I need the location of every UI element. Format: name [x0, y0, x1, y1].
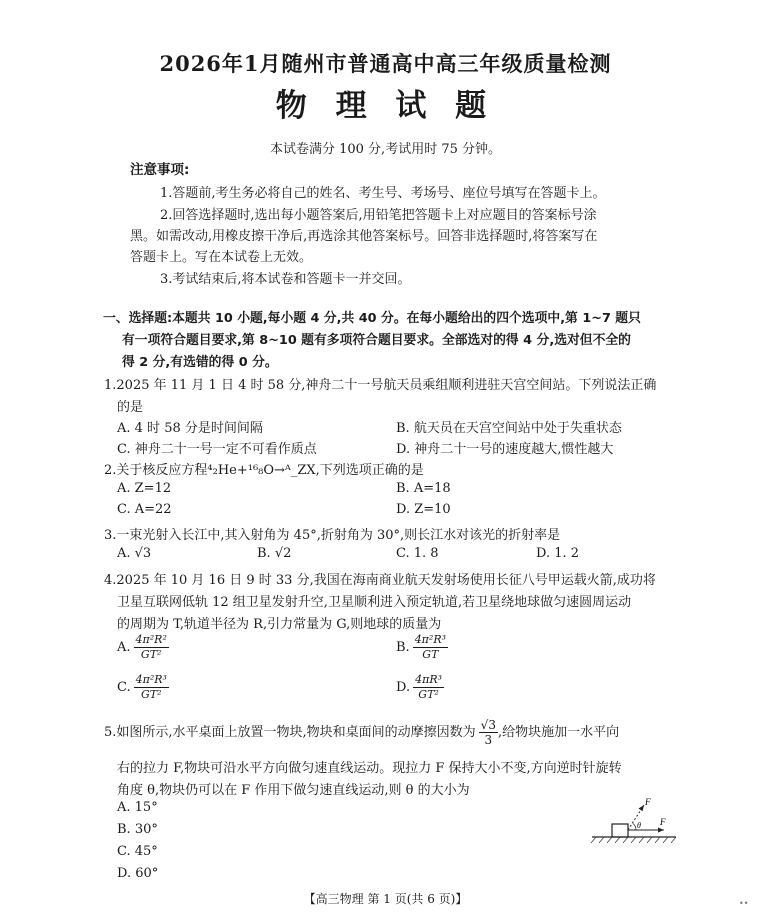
q4-option-c-fraction	[134, 673, 169, 702]
q3-option-d: D. 1. 2	[536, 546, 580, 561]
horizontal-force-label: F	[660, 817, 666, 827]
q4-option-c-numerator: 4π²R³	[135, 673, 167, 686]
q5-option-d: D. 60°	[117, 866, 159, 881]
section1-line2: 有一项符合题目要求,第 8~10 题有多项符合题目要求。全部选对的得 4 分,选对但不全的	[122, 333, 631, 348]
table-hatching	[591, 837, 676, 843]
notice-item-1: 1.答题前,考生务必将自己的姓名、考生号、考场号、座位号填写在答题卡上。	[160, 186, 606, 201]
q1-option-d: D. 神舟二十一号的速度越大,惯性越大	[396, 442, 614, 457]
block	[612, 824, 628, 837]
q1-stem: 1.2025 年 11 月 1 日 4 时 58 分,神舟二十一号航天员乘组顺利进驻天宫空间站。下列说法正确	[104, 378, 657, 393]
notice-item-3: 3.考试结束后,将本试卷和答题卡一并交回。	[160, 272, 411, 287]
q4-option-c-label: C.	[117, 680, 131, 695]
q2-option-b: B. A=18	[396, 481, 451, 496]
notice-heading: 注意事项:	[130, 162, 190, 178]
q5-mu-fraction	[479, 718, 498, 747]
q4-option-b	[396, 633, 448, 662]
notice-item-2: 2.回答选择题时,选出每小题答案后,用铅笔把答题卡上对应题目的答案标号涂	[160, 208, 597, 223]
q3-option-c: C. 1. 8	[396, 546, 439, 561]
section1-line3: 得 2 分,有选错的得 0 分。	[122, 355, 278, 370]
q4-stem-2: 卫星互联网低轨 12 组卫星发射升空,卫星顺利进入预定轨道,若卫星绕地球做匀速圆周运动	[117, 595, 632, 610]
q5-stem-2: 右的拉力 F,物块可沿水平方向做匀速直线运动。现拉力 F 保持大小不变,方向逆时针旋转	[117, 761, 622, 776]
q1-option-a: A. 4 时 58 分是时间间隔	[117, 421, 263, 436]
page-footer: 【高三物理 第 1 页(共 6 页)】	[303, 892, 468, 906]
q5-stem-1a: 5.如图所示,水平桌面上放置一物块,物块和桌面间的动摩擦因数为	[104, 725, 476, 740]
q4-option-a-numerator: 4π²R²	[135, 633, 167, 646]
subject-title: 物 理 试 题	[275, 88, 496, 124]
exam-info: 本试卷满分 100 分,考试用时 75 分钟。	[269, 142, 502, 157]
notice-item-2-cont: 黑。如需改动,用橡皮擦干净后,再选涂其他答案标号。回答非选择题时,将答案写在	[130, 229, 598, 244]
q4-option-d	[396, 673, 444, 702]
section1-line1: 一、选择题:本题共 10 小题,每小题 4 分,共 40 分。在每小题给出的四个选项中,第 1~7 题只	[103, 311, 641, 326]
q5-mu-denominator: 3	[484, 733, 493, 747]
q4-option-b-numerator: 4π²R³	[414, 633, 447, 646]
q4-option-a-label: A.	[117, 640, 131, 655]
q2-option-a: A. Z=12	[117, 481, 172, 496]
q4-option-a-fraction	[134, 633, 169, 662]
corner-mark: ••	[739, 899, 749, 908]
q5-force-diagram	[590, 792, 680, 852]
rotated-force-label: F	[645, 797, 651, 807]
q2-stem: 2.关于核反应方程⁴₂He+¹⁶₈O→ᴬ_ZX,下列选项正确的是	[104, 463, 424, 478]
q4-option-c	[117, 673, 169, 702]
theta-label: θ	[637, 821, 641, 830]
q5-option-a: A. 15°	[117, 800, 158, 815]
q4-option-a-denominator: GT²	[140, 648, 162, 661]
q5-mu-numerator: √3	[480, 718, 496, 732]
notice-item-2-cont2: 答题卡上。写在本试卷上无效。	[130, 250, 313, 265]
q4-option-d-label: D.	[396, 680, 411, 695]
q2-option-d: D. Z=10	[396, 502, 451, 517]
q4-option-c-denominator: GT²	[141, 688, 162, 701]
theta-arc	[633, 824, 636, 831]
q1-stem-cont: 的是	[117, 400, 144, 415]
q4-option-a	[117, 633, 169, 662]
exam-title: 2026年1月随州市普通高中高三年级质量检测	[159, 51, 612, 76]
q3-option-a: A. √3	[117, 546, 152, 561]
q4-stem-1: 4.2025 年 10 月 16 日 9 时 33 分,我国在海南商业航天发射场使用长征八号甲运载火箭,成功将	[104, 573, 656, 588]
q3-option-b: B. √2	[257, 546, 292, 561]
q5-stem-1b: ,给物块施加一水平向	[497, 725, 620, 740]
q1-option-c: C. 神舟二十一号一定不可看作质点	[117, 442, 317, 457]
q5-option-c: C. 45°	[117, 844, 158, 859]
rotated-arrowhead-icon	[639, 805, 645, 811]
q3-stem: 3.一束光射入长江中,其入射角为 45°,折射角为 30°,则长江水对该光的折射率是	[104, 528, 561, 543]
q5-option-b: B. 30°	[117, 822, 158, 837]
q4-option-b-label: B.	[396, 640, 410, 655]
horizontal-arrowhead-icon	[658, 828, 664, 833]
q4-option-d-denominator: GT²	[418, 688, 439, 701]
q4-stem-3: 的周期为 T,轨道半径为 R,引力常量为 G,则地球的质量为	[117, 617, 442, 632]
q1-option-b: B. 航天员在天宫空间站中处于失重状态	[396, 421, 622, 436]
q4-option-d-fraction	[413, 673, 444, 702]
q4-option-b-denominator: GT	[422, 648, 439, 661]
q5-stem-1	[104, 718, 619, 747]
q4-option-b-fraction	[413, 633, 448, 662]
q5-stem-3: 角度 θ,物块仍可以在 F 作用下做匀速直线运动,则 θ 的大小为	[117, 783, 470, 798]
q2-option-c: C. A=22	[117, 502, 172, 517]
q4-option-d-numerator: 4πR³	[415, 673, 443, 686]
